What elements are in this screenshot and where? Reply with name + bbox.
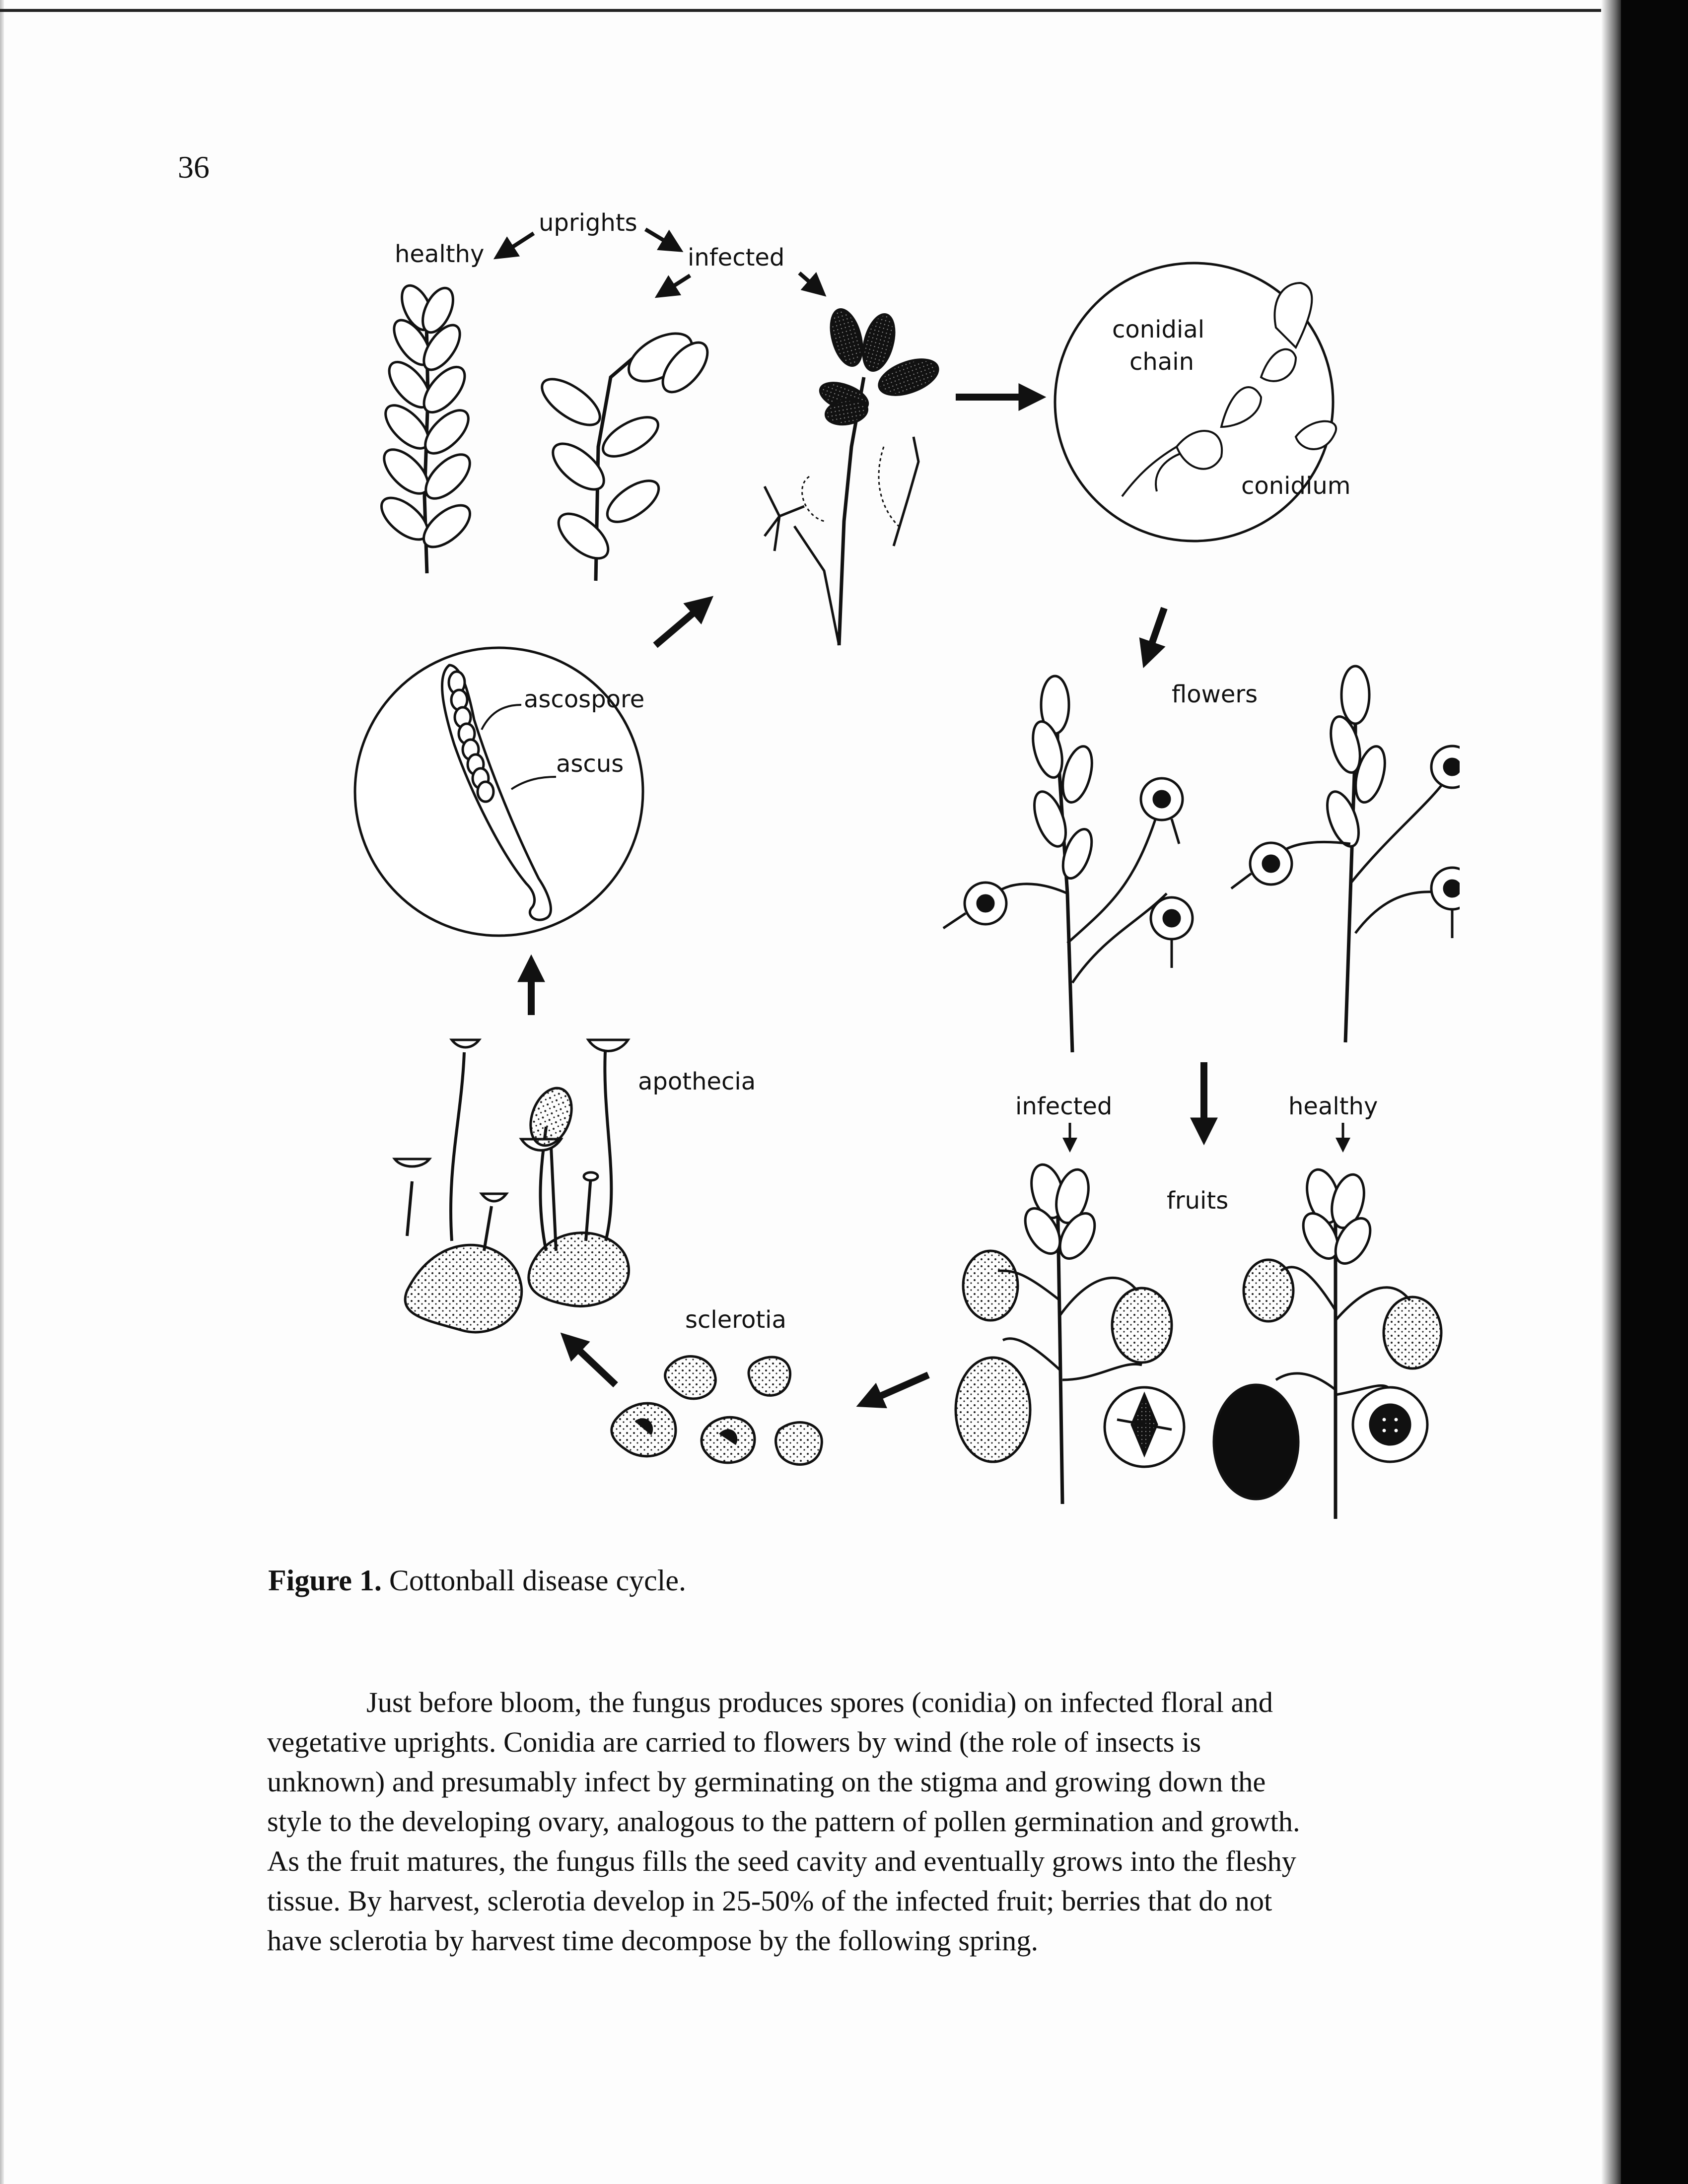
- page-right-shadow: [1601, 0, 1623, 2184]
- body-line: Just before bloom, the fungus produces spores (conidia) on infected floral and: [366, 1686, 1273, 1718]
- apothecia-illustration: [395, 1040, 629, 1332]
- label-fruits: fruits: [1167, 1187, 1229, 1215]
- body-line: vegetative uprights. Conidia are carried to flowers by wind (the role of insects is: [267, 1726, 1201, 1758]
- label-sclerotia: sclerotia: [685, 1306, 786, 1334]
- disease-cycle-figure: [318, 199, 1460, 1549]
- label-healthy-top: healthy: [395, 240, 485, 268]
- infected-fruiting-upright: [956, 1161, 1184, 1504]
- flowering-upright-right: [1231, 666, 1460, 1042]
- body-line: style to the developing ovary, analogous to the pattern of pollen germination and growth.: [267, 1805, 1300, 1838]
- label-flowers: flowers: [1172, 681, 1258, 708]
- disease-cycle-drawing: [318, 199, 1460, 1549]
- scan-black-margin: [1621, 0, 1688, 2184]
- label-apothecia: apothecia: [638, 1068, 756, 1095]
- ascus-circle: [355, 648, 644, 936]
- page-top-edge: [0, 9, 1604, 12]
- label-chain: chain: [1129, 348, 1194, 376]
- healthy-fruiting-upright: [1214, 1166, 1441, 1519]
- body-line: unknown) and presumably infect by germinating on the stigma and growing down the: [267, 1766, 1266, 1798]
- healthy-upright-illustration: [374, 281, 477, 573]
- body-line: tissue. By harvest, sclerotia develop in 25-50% of the infected fruit; berries that do not: [267, 1885, 1272, 1917]
- page-left-edge: [0, 0, 4, 2184]
- label-ascus: ascus: [556, 750, 624, 778]
- label-uprights: uprights: [539, 209, 637, 237]
- page-number: 36: [178, 149, 210, 185]
- body-line: have sclerotia by harvest time decompose by the following spring.: [267, 1924, 1039, 1957]
- arrow-to-apothecia: [568, 1340, 616, 1385]
- label-healthy-bottom: healthy: [1288, 1092, 1378, 1120]
- arrow-to-sclerotia: [866, 1375, 928, 1402]
- infected-upright-2-illustration: [765, 306, 943, 645]
- label-conidium: conidium: [1241, 472, 1351, 500]
- figure-caption: [268, 1564, 686, 1598]
- sclerotia-cluster: [612, 1357, 822, 1465]
- label-infected-bottom: infected: [1015, 1092, 1113, 1120]
- infected-upright-1-illustration: [535, 324, 715, 581]
- flowering-upright-left: [943, 676, 1193, 1052]
- arrow-to-uprights: [655, 603, 705, 645]
- conidia-circle: [1055, 263, 1351, 541]
- label-infected-top: infected: [688, 244, 785, 272]
- figure-caption-text: Cottonball disease cycle.: [389, 1564, 687, 1597]
- body-line: As the fruit matures, the fungus fills the seed cavity and eventually grows into the fleshy: [267, 1845, 1297, 1877]
- label-conidial: conidial: [1112, 316, 1205, 343]
- figure-caption-label: Figure 1.: [268, 1564, 382, 1597]
- label-ascospore: ascospore: [524, 685, 645, 713]
- arrow-to-flowers: [1147, 608, 1164, 658]
- body-paragraph: [267, 1683, 1459, 1961]
